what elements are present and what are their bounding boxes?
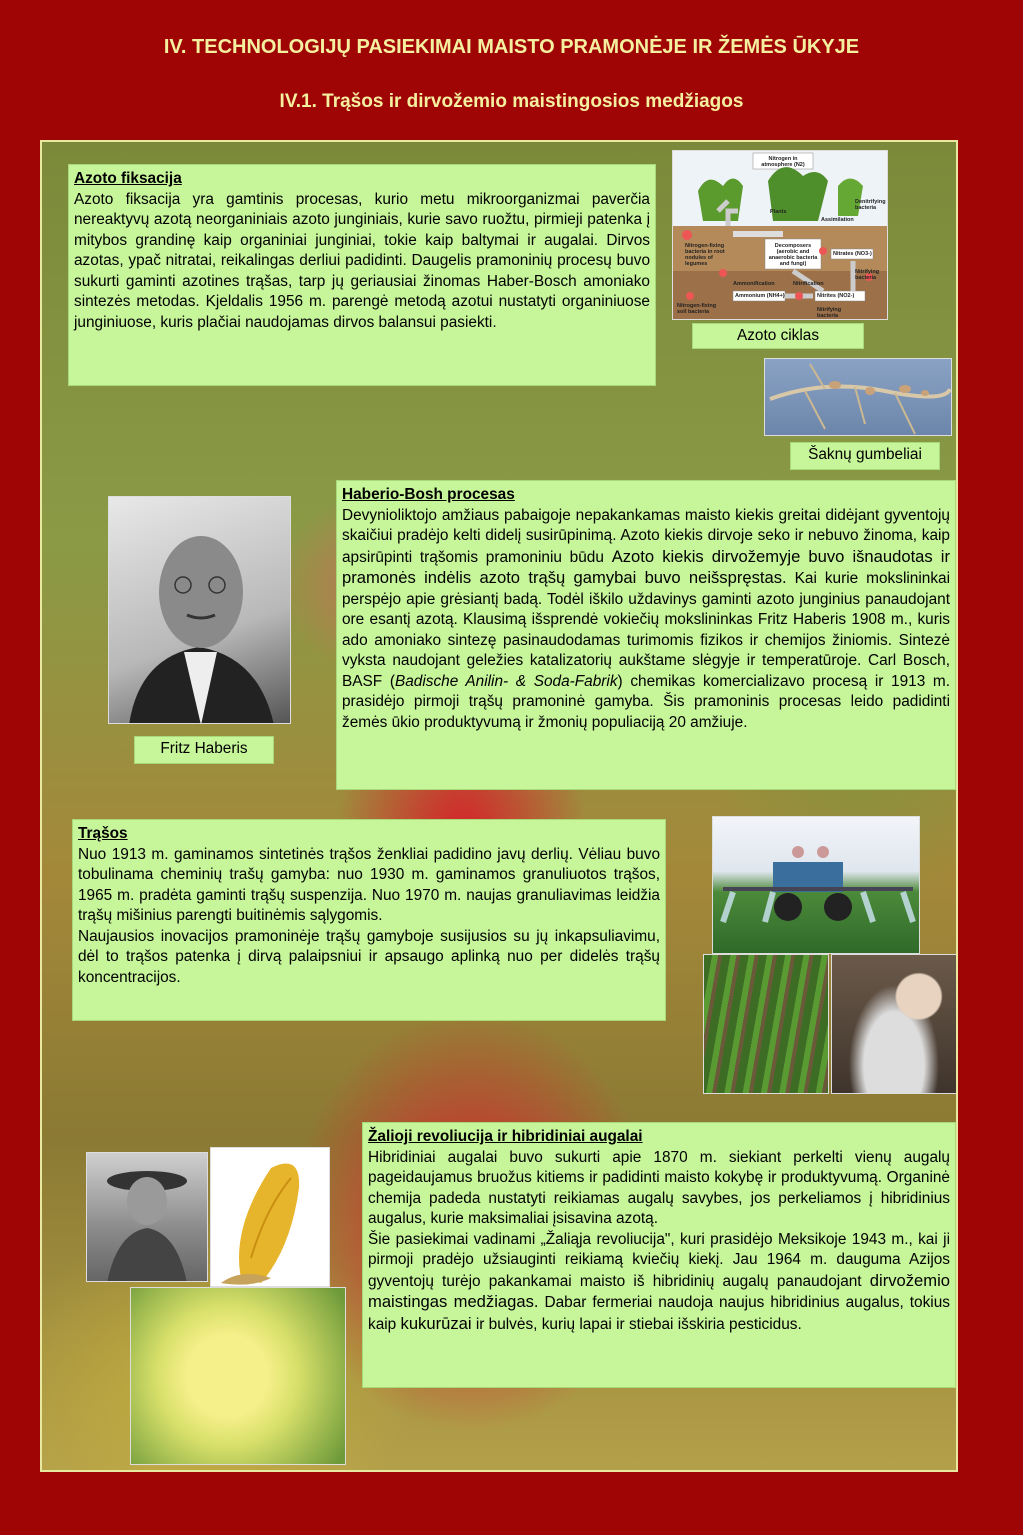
- revolution-p2a: Šie pasiekimai vadinami „Žaliąja revoliucija", kuri prasidėjo Meksikoje 1943 m., kai ji pirmoji pradėjo užsiauginti reikiamą kviečių kiekį. Jau 1964 m. dauguma Azijos gyventojų turėjo pakankamai maisto iš hibridinių augalų panaudojant: [368, 1230, 950, 1290]
- cycle-label-ammonification: Ammonification: [733, 281, 775, 287]
- fritz-haber-portrait: [108, 496, 291, 724]
- cycle-label-denitrifying: Denitrifying bacteria: [855, 199, 886, 211]
- portrait-drawing: [109, 497, 291, 724]
- revolution-p2b: Dabar fermeriai naudoja naujus hibridinius augalus, tokius kaip: [368, 1294, 950, 1333]
- cycle-label-ammonium: Ammonium (NH4+): [735, 293, 785, 299]
- crop-rows-image: [703, 954, 829, 1094]
- basf-name: Badische Anilin- & Soda-Fabrik: [394, 672, 618, 690]
- revolution-heading: Žalioji revoliucija ir hibridiniai augalai: [368, 1128, 643, 1145]
- haber-text: [342, 506, 950, 734]
- azoto-section: [68, 164, 656, 386]
- fertilizer-p1: Nuo 1913 m. gaminamos sintetinės trąšos ženkliai padidino javų derlių. Vėliau buvo tobulinama cheminių trašų gamyba: nuo 1930 m. gaminamos granuliuotos trąšos, 1965 m. pradėta gaminti trąšų suspenzija. Nuo 1970 m. naujas granuliavimas leidžia trąšų mišinius parengti buitinėmis sąlygomis.: [78, 845, 660, 924]
- cycle-label-fixing-roots: Nitrogen-fixing bacteria in root nodules of legumes: [685, 243, 725, 267]
- haber-bosch-section: [336, 480, 956, 790]
- haber-p1-large: Azoto kiekis dirvožemyje buvo išnaudotas ir pramonės indėlis azoto trąšų gamybai buvo neišspręstas.: [342, 546, 951, 587]
- cycle-label-assimilation: Assimilation: [821, 217, 854, 223]
- yellow-flower-image: [130, 1287, 346, 1465]
- haber-p1: Devynioliktojo amžiaus pabaigoje nepakankamas maisto kiekis greitai didėjant gyventojų skaičiui pradėjo kelti didelį susirūpinimą. Azoto kiekis dirvoje seko ir nebuvo žinoma, kaip apsirūpinti trąšomis pramoniniu būdu: [342, 506, 950, 566]
- cycle-label-decomposers: Decomposers (aerobic and anaerobic bacteria and fungi): [768, 243, 818, 267]
- green-revolution-section: [362, 1122, 956, 1388]
- nitrogen-cycle-image: [672, 150, 888, 320]
- tractor-drawing: [713, 817, 920, 954]
- haber-caption: Fritz Haberis: [134, 736, 274, 764]
- haber-p2: Kai kurie mokslininkai perspėjo apie grėsiantį badą. Todėl iškilo uždavinys gaminti azoto junginius panaudojant ore esantį azotą. Klausimą išsprendė vokiečių mokslininkas Fritz Haberis 1908 m., kuris ado amoniako sintezę pasinaudodamas turimomis fizikos ir chemijos žiniomis. Sintezė vyksta naudojant geležies katalizatorių aukštame slėgyje ir temperatūroje. Carl Bosch, BASF (: [342, 570, 950, 690]
- root-nodules-drawing: [765, 359, 952, 436]
- roots-caption: Šaknų gumbeliai: [790, 442, 940, 470]
- cycle-label-nitrification: Nitrification: [793, 281, 824, 287]
- cycle-label-nitrifying-1: Nitrifying bacteria: [855, 269, 880, 281]
- azoto-text: Azoto fiksacija yra gamtinis procesas, kurio metu mikroorganizmai paverčia nereaktyvų azotą neorganiniais azoto junginiais, kurie savo ruožtu, pirmieji patenka į mitybos grandinę kaip organiniai junginiai, tokie kaip baltymai ir augalai. Dirvos azotas, ypač nitratai, reikalingas derliui padidinti. Daugelis pramoninių procesų buvo sukurti gaminti azotines trąšas, tarp jų geriausiai žinomas Haber-Bosch amoniako sintezės metodas. Kjeldalis 1956 m. parengė metodą azotui nustatyti organiniuose junginiuose, kuris plačiai naudojamas dirvos balansui pasiekti.: [74, 190, 650, 331]
- cycle-label-nitrates: Nitrates (NO3-): [833, 251, 872, 257]
- page-subtitle: IV.1. Trąšos ir dirvožemio maistingosios medžiagos: [279, 91, 744, 112]
- revolution-p1: Hibridiniai augalai buvo sukurti apie 1870 m. siekiant perkelti vienų augalų pageidaujamus bruožus kitiems ir padidinti maisto kokybę ir produktyvumą. Organinė chemija padeda nustatyti reikiamas augalų savybes, jos perkeliamos į hibridinius augalus, kurie maksimaliai įsisavina azotą.: [368, 1148, 950, 1227]
- azoto-heading: Azoto fiksacija: [74, 170, 182, 187]
- cycle-label-fixing-soil: Nitrogen-fixing soil bacteria: [677, 303, 717, 315]
- haber-p3: ) chemikas komercializavo procesą ir 1913 m. prasidėjo pirmoji trąšų pramoninė gamyba. Šis pramoninis procesas leido padidinti žemės ūkio produktyvumą ir žmonių populiaciją 20 amžiuje.: [342, 672, 950, 731]
- fertilizer-section: [72, 819, 666, 1021]
- haber-heading: Haberio-Bosh procesas: [342, 486, 515, 503]
- revolution-p2c: ir bulvės, kurių lapai ir stiebai išskiria pesticidus.: [475, 1315, 802, 1333]
- cycle-caption: Azoto ciklas: [692, 323, 864, 349]
- cycle-label-nitrites: Nitrites (NO2-): [817, 293, 855, 299]
- cycle-label-plants: Plants: [770, 209, 787, 215]
- cycle-label-atmosphere: Nitrogen in atmosphere (N2): [761, 156, 805, 168]
- fertilizer-p2: Naujausios inovacijos pramoninėje trąšų gamyboje susijusios su jų inkapsuliavimu, dėl to trąšos patenka į dirvą palaipsniui ir apsaugo aplinką nuo per didelės trąšų koncentracijos.: [78, 927, 660, 986]
- revolution-p2-large1: dirvožemio maistingas medžiagas.: [368, 1270, 951, 1311]
- tractor-spraying-image: [712, 816, 920, 954]
- farmer-portrait-image: [86, 1152, 208, 1282]
- page-title: IV. TECHNOLOGIJŲ PASIEKIMAI MAISTO PRAMONĖJE IR ŽEMĖS ŪKYJE: [163, 36, 860, 58]
- cycle-label-nitrifying-2: Nitrifying bacteria: [817, 307, 842, 319]
- corn-cob-image: [210, 1147, 330, 1287]
- revolution-p2-large2: kukurūzai: [400, 1313, 472, 1333]
- fertilizer-granules-image: [831, 954, 957, 1094]
- content-panel: [40, 140, 958, 1472]
- root-nodules-image: [764, 358, 952, 436]
- farmer-drawing: [87, 1153, 208, 1282]
- corn-drawing: [211, 1148, 330, 1287]
- revolution-p2: [368, 1230, 950, 1336]
- fertilizer-heading: Trąšos: [78, 825, 128, 842]
